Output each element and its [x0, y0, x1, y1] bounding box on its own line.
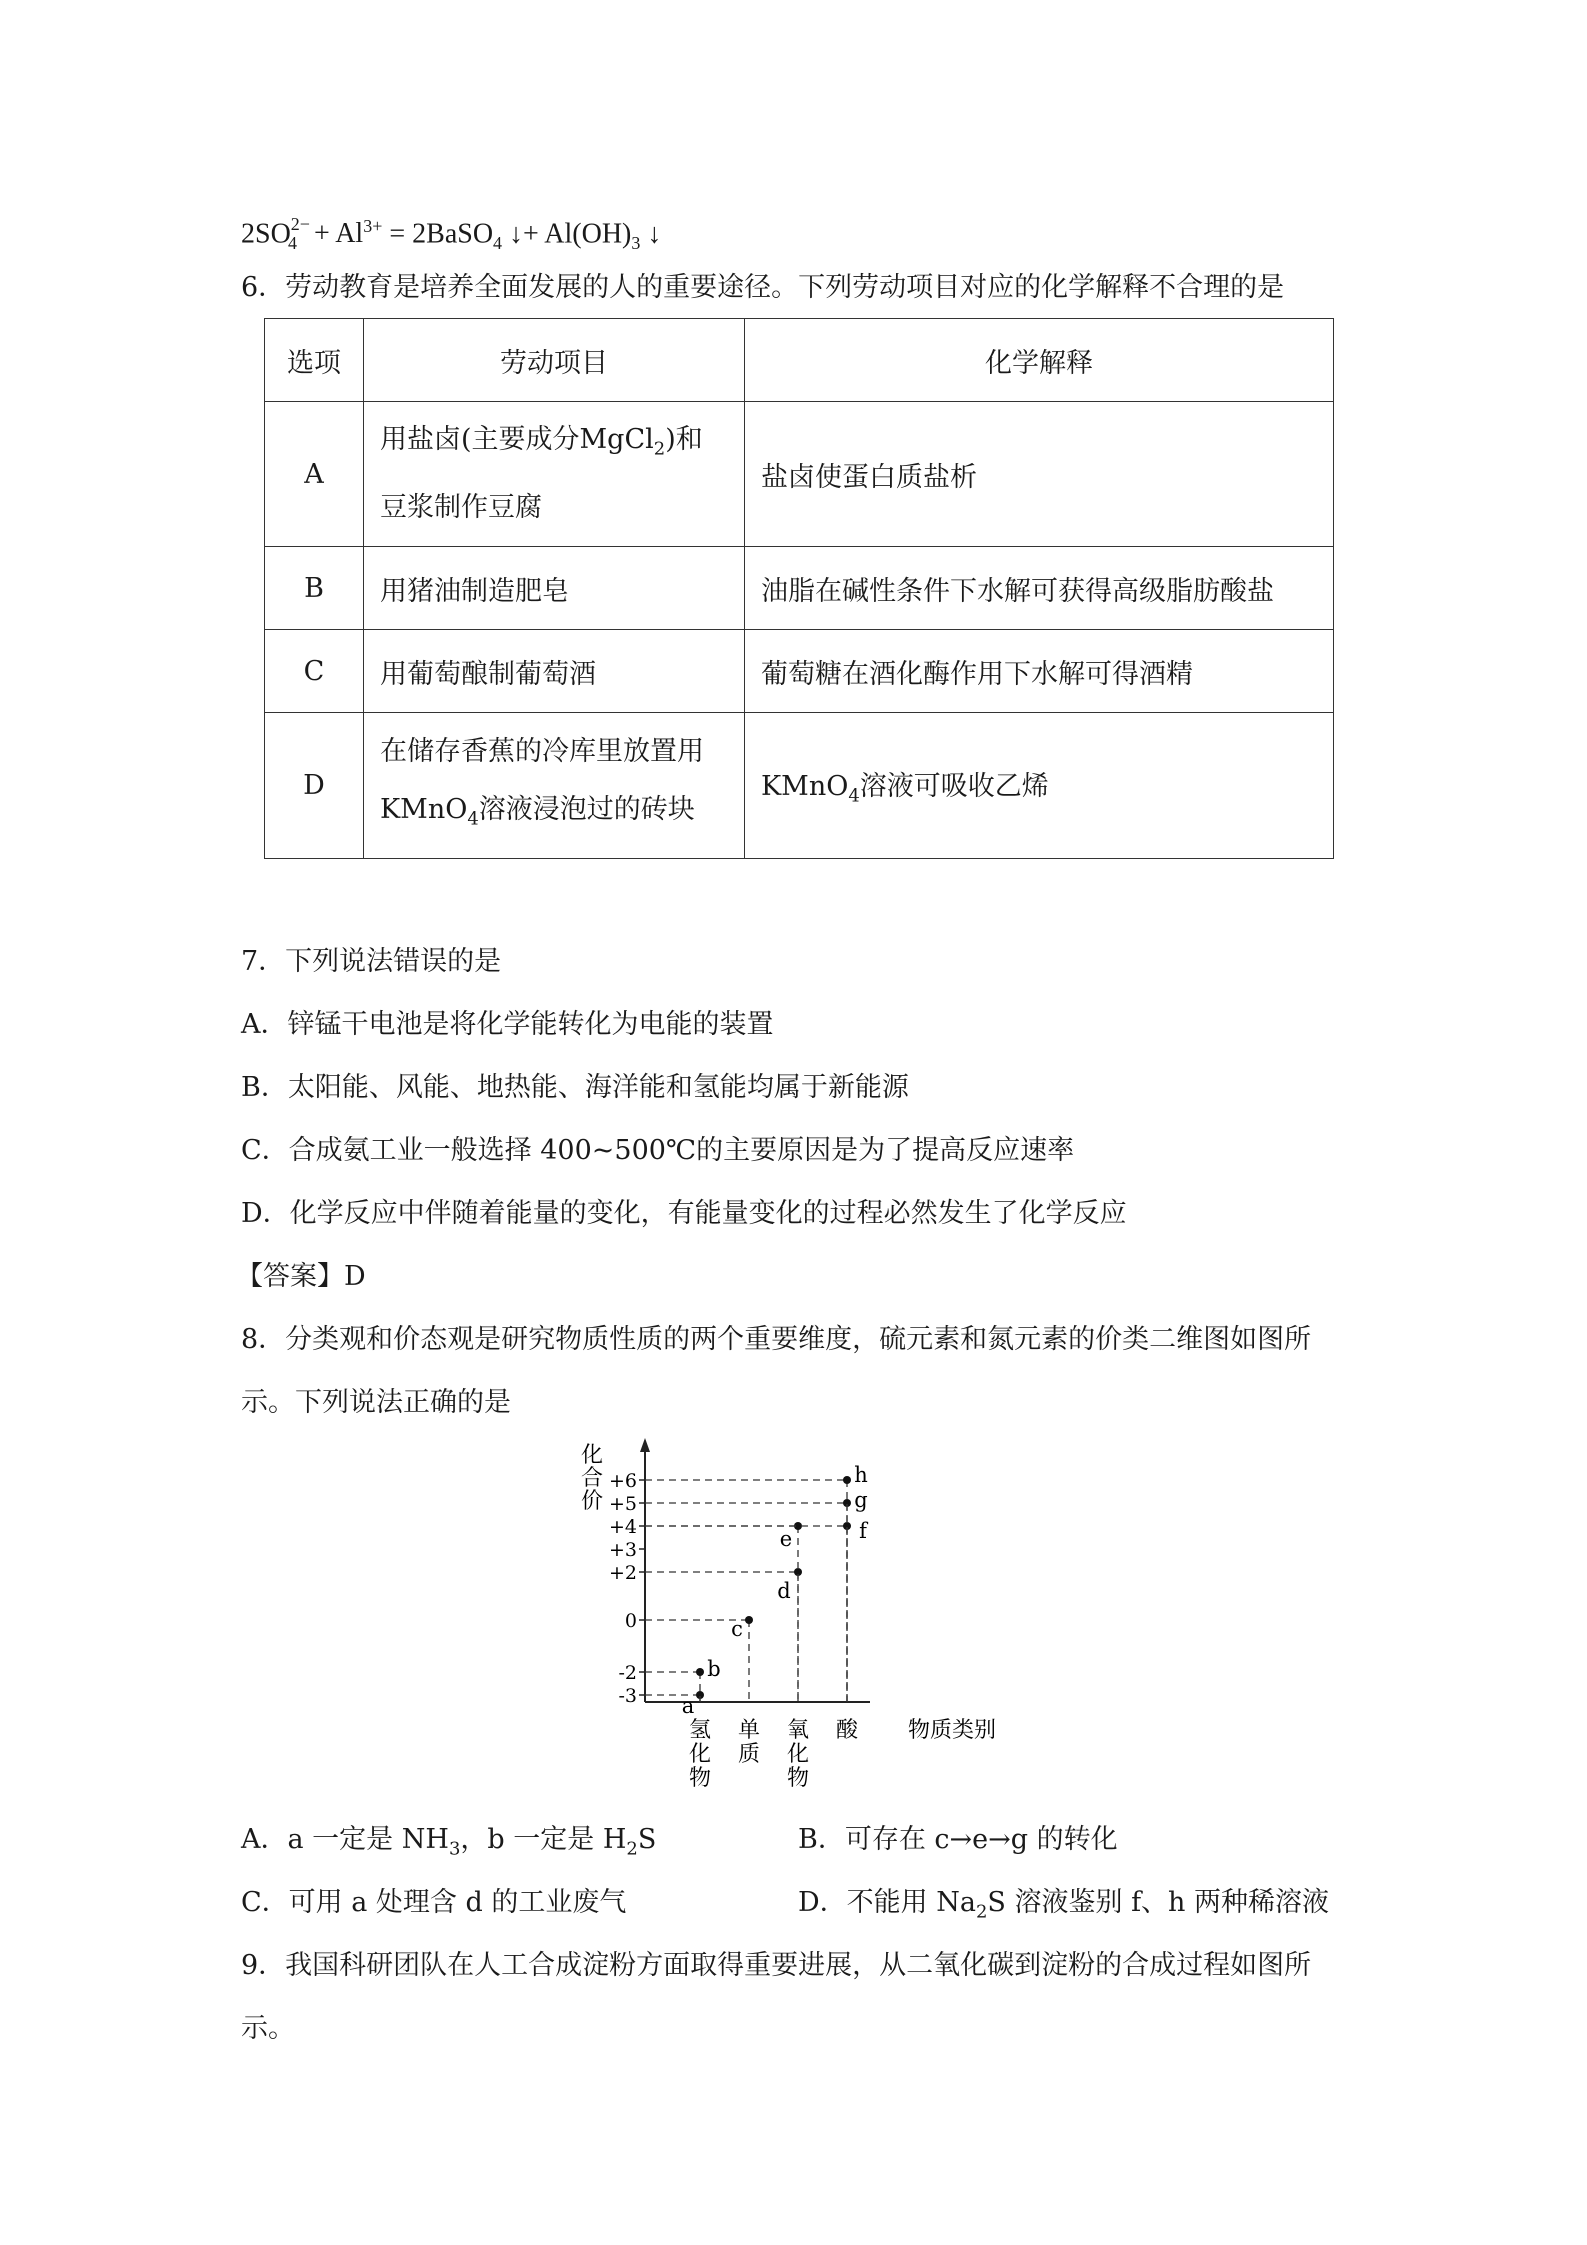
explanation-cell: 葡萄糖在酒化酶作用下水解可得酒精: [745, 630, 1334, 713]
header-option: 选项: [265, 319, 364, 402]
table-header-row: [265, 319, 1334, 402]
y-tick-label: -2: [618, 1662, 637, 1684]
q9-stem-line2: 示。: [241, 2013, 295, 2044]
option-cell: B: [265, 547, 364, 630]
y-tick-label: -3: [618, 1685, 637, 1707]
header-explanation: 化学解释: [745, 319, 1334, 402]
explanation-cell: 盐卤使蛋白质盐析: [745, 402, 1334, 547]
x-category-label: 单: [737, 1718, 761, 1743]
y-axis-label: 化: [580, 1443, 604, 1468]
q7-option-d: D．化学反应中伴随着能量的变化，有能量变化的过程必然发生了化学反应: [241, 1198, 1127, 1229]
point-label: b: [707, 1657, 721, 1681]
point-label: c: [731, 1617, 743, 1641]
x-axis-label: 物质类别: [908, 1718, 997, 1743]
option-cell: A: [265, 402, 364, 547]
point-label: a: [681, 1694, 695, 1718]
equation-line: $2SO^{2-}_4 + Al^{3+}$ = 2BaSO$_4$ ↓+ $Al(OH)_3$ ↓: [241, 214, 662, 253]
point-label: f: [859, 1519, 867, 1543]
x-category-label: 化: [786, 1742, 810, 1767]
explanation-cell: 油脂在碱性条件下水解可获得高级脂肪酸盐: [745, 547, 1334, 630]
q8-option-c: C．可用 a 处理含 d 的工业废气: [241, 1887, 627, 1918]
q8-stem-line2: 示。下列说法正确的是: [241, 1387, 511, 1418]
y-axis-label: 合: [580, 1466, 604, 1491]
valence-class-chart: [570, 1430, 1040, 1820]
y-tick-label: +3: [608, 1539, 637, 1561]
q6-table: [264, 318, 1334, 859]
x-category-label: 物: [688, 1766, 712, 1791]
item-cell: 用盐卤(主要成分MgCl$_2$)和 豆浆制作豆腐: [364, 402, 745, 547]
q9-stem-line1: 9．我国科研团队在人工合成淀粉方面取得重要进展，从二氧化碳到淀粉的合成过程如图所: [241, 1950, 1312, 1981]
x-category-label: 氧: [786, 1718, 810, 1743]
point-label: d: [777, 1579, 791, 1603]
table-row: [265, 547, 1334, 630]
q8-stem-line1: 8．分类观和价态观是研究物质性质的两个重要维度，硫元素和氮元素的价类二维图如图所: [241, 1324, 1312, 1355]
q7-option-c: C．合成氨工业一般选择 400~500℃的主要原因是为了提高反应速率: [241, 1135, 1075, 1166]
q8-option-b: B．可存在 c→e→g 的转化: [798, 1824, 1118, 1855]
x-category-label: 氢: [688, 1718, 712, 1743]
table-row: [265, 630, 1334, 713]
point-c: [745, 1616, 753, 1624]
item-cell: 在储存香蕉的冷库里放置用 KMnO$_4$溶液浸泡过的砖块: [364, 713, 745, 859]
point-label: e: [779, 1527, 793, 1551]
q7-answer: 【答案】D: [236, 1261, 366, 1292]
q8-option-a: A．a 一定是 $NH_3$，b 一定是 $H_2S$: [241, 1824, 657, 1860]
x-category-label: 物: [786, 1766, 810, 1791]
y-axis-arrow: [640, 1438, 650, 1452]
point-label: g: [854, 1488, 868, 1512]
y-tick-label: +2: [608, 1562, 637, 1584]
q6-stem: 6．劳动教育是培养全面发展的人的重要途径。下列劳动项目对应的化学解释不合理的是: [241, 272, 1285, 303]
x-category-label: 酸: [835, 1718, 859, 1743]
table-row: [265, 402, 1334, 547]
option-cell: D: [265, 713, 364, 859]
q8-option-d: D．不能用 $Na_2S$ 溶液鉴别 f、h 两种稀溶液: [798, 1887, 1330, 1923]
y-axis-label: 价: [580, 1489, 604, 1514]
explanation-cell: KMnO$_4$溶液可吸收乙烯: [745, 713, 1334, 859]
q7-stem: 7．下列说法错误的是: [241, 946, 502, 977]
y-tick-label: +4: [608, 1516, 637, 1538]
item-cell: 用猪油制造肥皂: [364, 547, 745, 630]
table-row: [265, 713, 1334, 859]
point-label: h: [854, 1463, 868, 1487]
q7-option-a: A．锌锰干电池是将化学能转化为电能的装置: [241, 1009, 774, 1040]
x-category-label: 化: [688, 1742, 712, 1767]
option-cell: C: [265, 630, 364, 713]
y-tick-label: 0: [624, 1610, 637, 1632]
item-cell: 用葡萄酿制葡萄酒: [364, 630, 745, 713]
point-b: [696, 1668, 704, 1676]
y-tick-label: +5: [608, 1493, 637, 1515]
header-item: 劳动项目: [364, 319, 745, 402]
x-category-label: 质: [737, 1742, 761, 1767]
y-tick-label: +6: [608, 1470, 637, 1492]
point-h: [843, 1476, 851, 1484]
q7-option-b: B．太阳能、风能、地热能、海洋能和氢能均属于新能源: [241, 1072, 909, 1103]
